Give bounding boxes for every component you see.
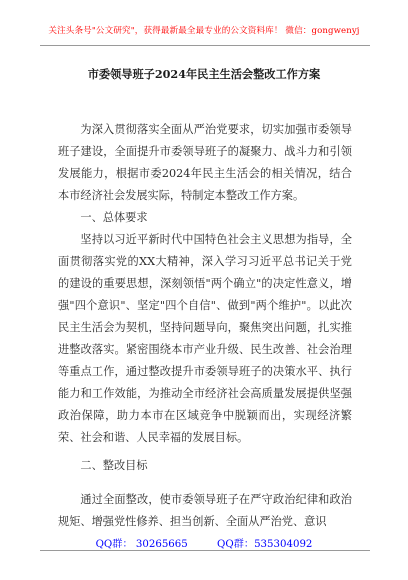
- section2-heading: 二、整改目标: [80, 459, 148, 472]
- intro-block: [58, 119, 352, 207]
- section1-paragraph: 坚持以习近平新时代中国特色社会主义思想为指导，全面贯彻落实党的XX大精神，深入学习习近平总书记关于党的建设的重要思想，深刻领悟"两个确立"的决定性意义，增强"四个意识"、坚定"四个自信"、做到"两个维护"。以此次民主生活会为契机，坚持问题导向，聚焦突出问题，扎实推进整改落实。紧密围绕本市产业升级、民生改善、社会治理等重点工作，通过整改提升市委领导班子的决策水平、执行能力和工作效能，为推动全市经济社会高质量发展提供坚强政治保障，助力本市在区域竞争中脱颖而出，实现经济繁荣、社会和谐、人民幸福的发展目标。: [58, 233, 352, 444]
- header-promo-note: 关注头条号"公文研究"，获得最新最全最专业的公文资料库！ 微信：gongwenyj: [48, 26, 360, 36]
- footer-qq-group-2: QQ群：535304092: [217, 539, 313, 550]
- section2-heading-block: [58, 455, 352, 477]
- section1-heading: 一、总体要求: [80, 211, 148, 224]
- document-title: 市委领导班子2024年民主生活会整改工作方案: [87, 67, 321, 81]
- section1-heading-block: [58, 207, 352, 229]
- intro-paragraph: 为深入贯彻落实全面从严治党要求，切实加强市委领导班子建设，全面提升市委领导班子的凝聚力、战斗力和引领发展能力，根据市委2024年民主生活会的相关情况，结合本市经济社会发展实际，特制定本整改工作方案。: [58, 123, 352, 202]
- footer-qq-groups: [0, 535, 408, 550]
- footer-qq-group-1: QQ群： 30265665: [95, 539, 188, 550]
- header-divider: [40, 45, 370, 46]
- section2-body-block: [58, 489, 352, 533]
- section2-paragraph: 通过全面整改，使市委领导班子在严守政治纪律和政治规矩、增强党性修养、担当创新、全面从严治党、意识: [58, 493, 352, 528]
- footer-divider: [40, 550, 370, 551]
- section1-body-block: [58, 229, 352, 449]
